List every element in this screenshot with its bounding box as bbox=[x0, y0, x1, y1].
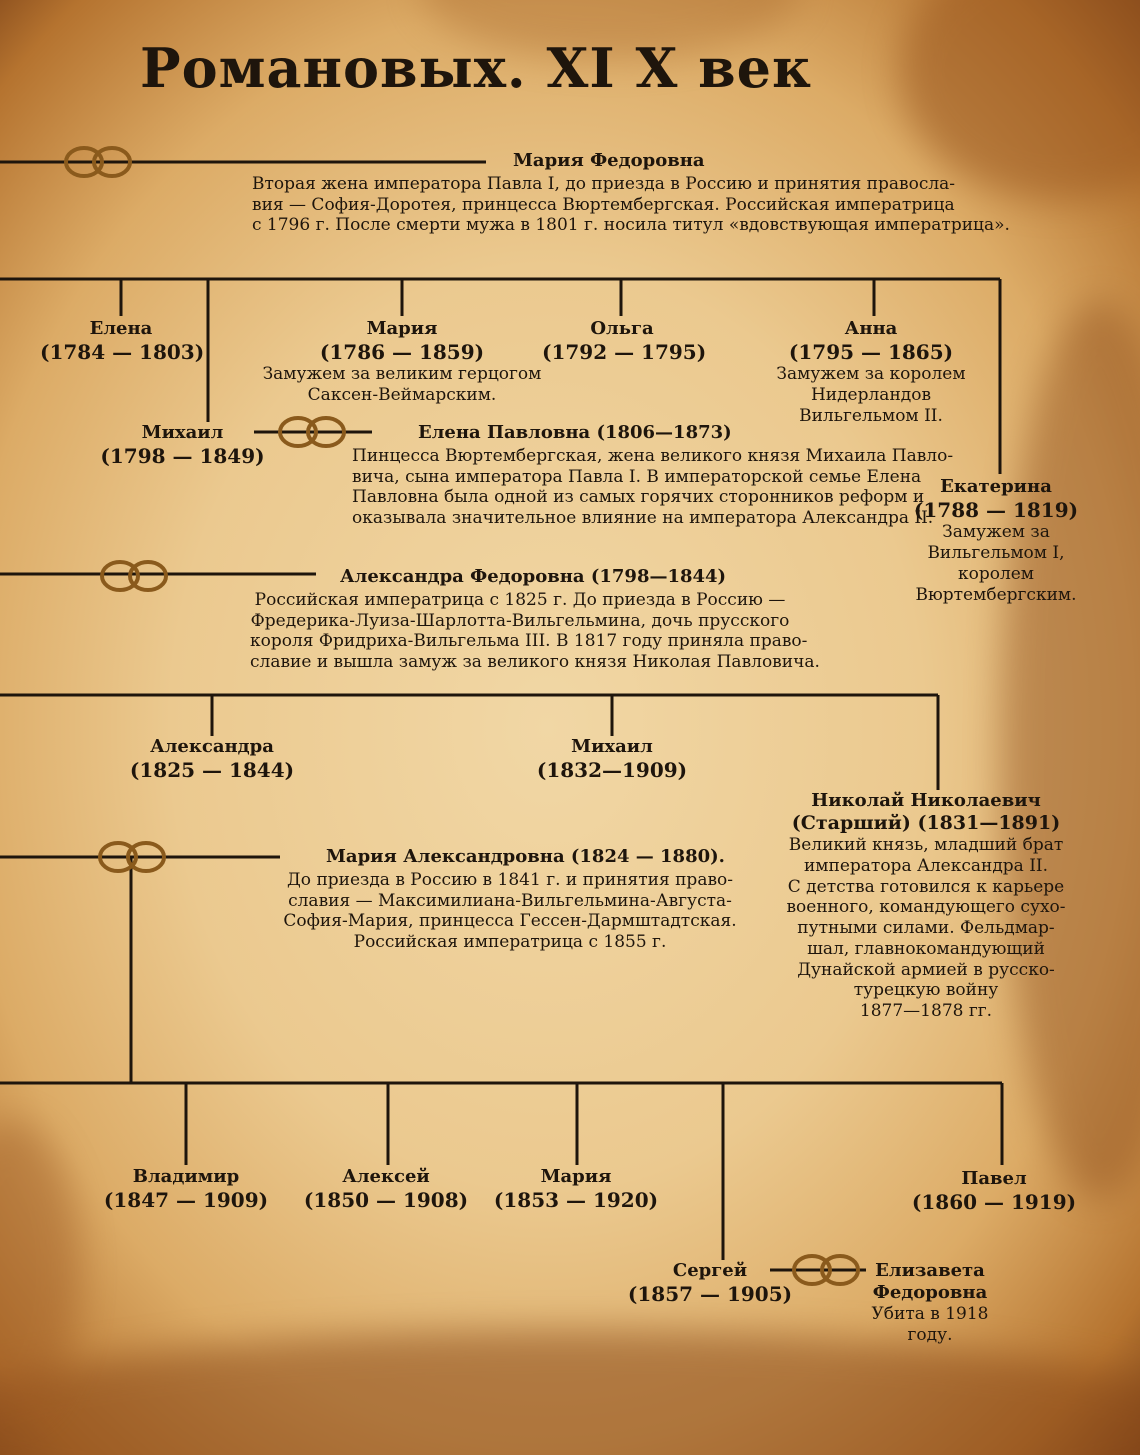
person-anna: Анна (1795 — 1865) Замужем за королем Нидерландов Вильгельмом II. bbox=[776, 318, 966, 426]
person-maria-1786: Мария (1786 — 1859) Замужем за великим герцогом Саксен-Веймарским. bbox=[262, 318, 542, 406]
person-desc-maria-alexandrovna: До приезда в Россию в 1841 г. и принятия право- славия — Максимилиана-Вильгельмина-Августа- София-Мария, принцесса Гессен-Дармштадтская. Российская императрица с 1855 г. bbox=[283, 870, 737, 953]
person-name-maria-fedorovna: Мария Федоровна bbox=[513, 150, 705, 171]
person-olga: Ольга (1792 — 1795) bbox=[542, 318, 707, 364]
person-sergei: Сергей (1857 — 1905) bbox=[627, 1260, 793, 1306]
person-aleksei: Алексей (1850 — 1908) bbox=[303, 1166, 469, 1212]
person-alexandra-1825: Александра (1825 — 1844) bbox=[129, 736, 295, 782]
person-elena: Елена (1784 — 1803) bbox=[40, 318, 205, 364]
person-name-elena-pavlovna: Елена Павловна (1806—1873) bbox=[418, 422, 732, 443]
person-mikhail-1832: Михаил (1832—1909) bbox=[536, 736, 688, 782]
person-name-maria-alexandrovna: Мария Александровна (1824 — 1880). bbox=[326, 846, 725, 867]
person-name-alexandra-fedorovna: Александра Федоровна (1798—1844) bbox=[340, 566, 727, 587]
person-nikolai-nikolaevich: Николай Николаевич (Старший) (1831—1891) Великий князь, младший брат императора Александра II. С детства готовился к карьере военного, командующего сухо- путными силами. Фельдмар- шал, главнокомандующий Дунайской армией в русско- турецкую войну 1877—1878 гг. bbox=[786, 790, 1066, 1021]
person-pavel: Павел (1860 — 1919) bbox=[911, 1168, 1077, 1214]
person-vladimir: Владимир (1847 — 1909) bbox=[103, 1166, 269, 1212]
person-mikhail-1798: Михаил (1798 — 1849) bbox=[100, 422, 265, 468]
person-maria-1853: Мария (1853 — 1920) bbox=[493, 1166, 659, 1212]
person-desc-elena-pavlovna: Пинцесса Вюртембергская, жена великого князя Михаила Павло- вича, сына императора Павла I. В императорской семье Елена Павловна была одной из самых горячих сторонников реформ и оказывала значительное влияние на императора Александра II. bbox=[352, 446, 954, 529]
person-desc-alexandra-fedorovna: Российская императрица с 1825 г. До приезда в Россию — Фредерика-Луиза-Шарлотта-Вильгельмина, дочь прусского короля Фридриха-Вильгельма III. В 1817 году приняла право- славие и вышла замуж за великого князя Николая Павловича. bbox=[250, 590, 820, 673]
page-title: Романовых. XI X век bbox=[140, 36, 813, 100]
person-ekaterina: Екатерина (1788 — 1819) Замужем за Вильгельмом I, королем Вюртембергским. bbox=[913, 476, 1079, 605]
person-elizaveta-fedorovna: Елизавета Федоровна Убита в 1918 году. bbox=[871, 1260, 989, 1345]
person-desc-maria-fedorovna: Вторая жена императора Павла I, до приезда в Россию и принятия правосла- вия — София-Доротея, принцесса Вюртембергская. Российская императрица с 1796 г. После смерти мужа в 1801 г. носила титул «вдовствующая императрица». bbox=[252, 174, 1010, 236]
